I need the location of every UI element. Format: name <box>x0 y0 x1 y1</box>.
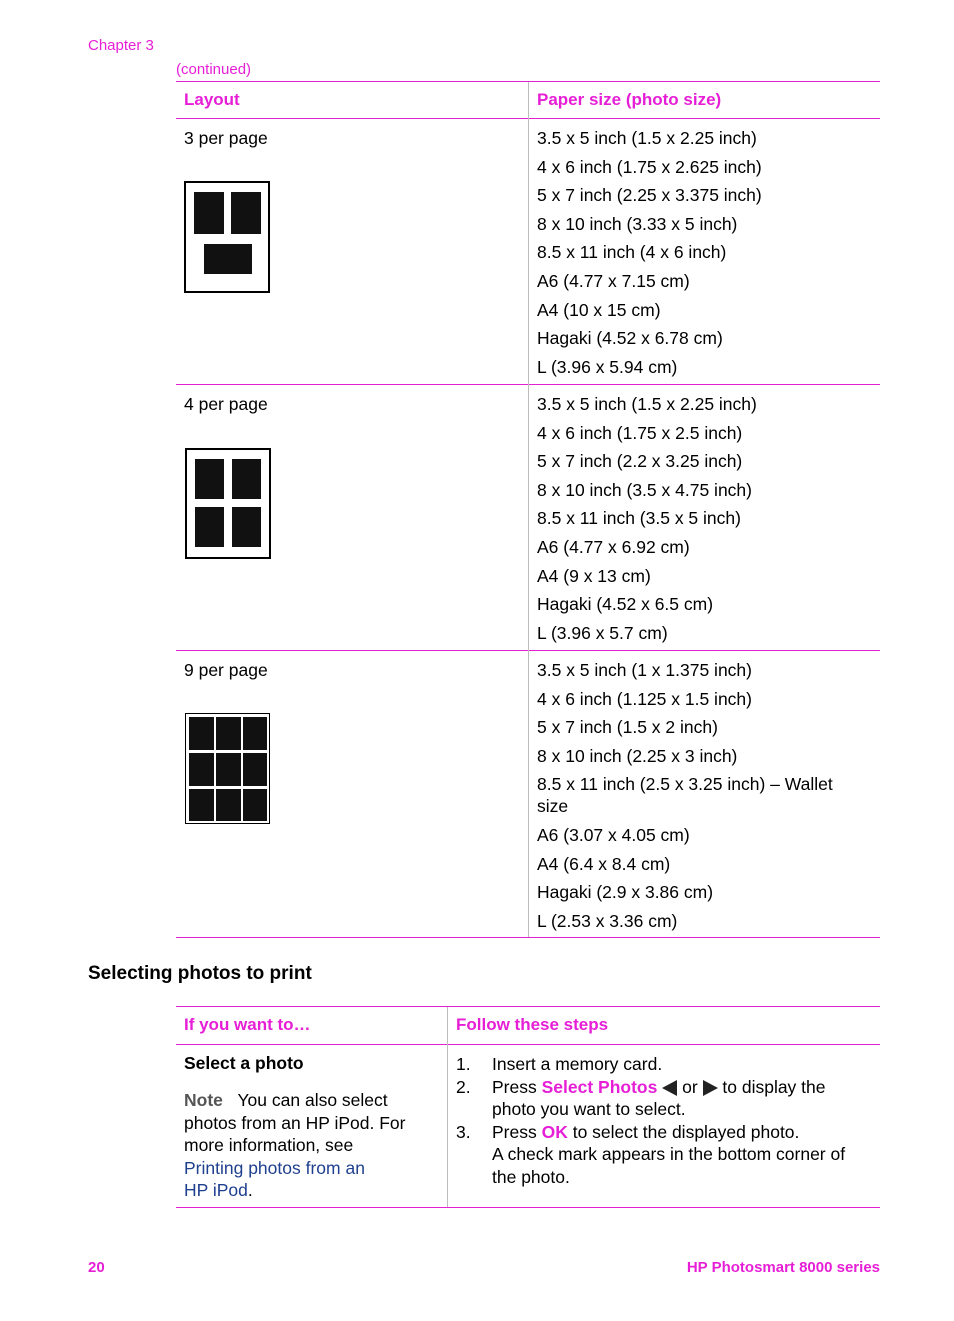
paper-size-item: L (3.96 x 5.7 cm) <box>537 622 668 643</box>
note-period: . <box>247 1180 253 1200</box>
paper-size-item: A6 (3.07 x 4.05 cm) <box>537 824 690 845</box>
col-header-layout: Layout <box>184 90 240 109</box>
steps-table-top-rule <box>176 1006 880 1007</box>
note-text: more information, see <box>184 1135 354 1155</box>
chapter-label: Chapter 3 <box>88 37 154 54</box>
paper-size-item: 5 x 7 inch (1.5 x 2 inch) <box>537 717 718 738</box>
paper-size-list <box>537 128 762 385</box>
ok-button-label: OK <box>541 1121 568 1142</box>
paper-size-item: 8 x 10 inch (3.5 x 4.75 inch) <box>537 479 752 500</box>
paper-size-list <box>537 660 833 939</box>
col-header-paper-size: Paper size (photo size) <box>537 90 722 109</box>
select-photos-button-label: Select Photos <box>541 1076 658 1097</box>
paper-size-item: 3.5 x 5 inch (1 x 1.375 inch) <box>537 660 752 680</box>
step-item <box>456 1053 876 1076</box>
step-text-part: to display the <box>717 1076 826 1097</box>
page-number: 20 <box>88 1259 105 1276</box>
steps-list <box>456 1053 876 1188</box>
paper-size-item: 3.5 x 5 inch (1.5 x 2.25 inch) <box>537 128 757 148</box>
paper-size-item: 3.5 x 5 inch (1.5 x 2.25 inch) <box>537 394 757 414</box>
steps-table-bottom-rule <box>176 1207 880 1208</box>
four-per-page-icon <box>185 448 271 559</box>
col-header-steps: Follow these steps <box>456 1015 609 1034</box>
step-text <box>492 1076 882 1121</box>
column-divider <box>528 82 529 937</box>
paper-size-item: A4 (10 x 15 cm) <box>537 299 661 320</box>
step-text-part: to select the displayed photo. <box>567 1121 800 1142</box>
step-text-part: photo you want to select. <box>492 1099 686 1119</box>
step-text <box>492 1121 882 1189</box>
column-divider <box>447 1007 448 1207</box>
paper-size-item: 4 x 6 inch (1.75 x 2.5 inch) <box>537 422 743 443</box>
paper-size-item: Hagaki (2.9 x 3.86 cm) <box>537 882 714 903</box>
note-text: You can also select <box>237 1090 388 1110</box>
right-arrow-icon <box>703 1080 718 1096</box>
col-header-want: If you want to… <box>184 1015 311 1034</box>
paper-size-item: Hagaki (4.52 x 6.78 cm) <box>537 328 723 349</box>
note-text: photos from an HP iPod. For <box>184 1112 406 1133</box>
paper-size-item: A4 (6.4 x 8.4 cm) <box>537 853 671 874</box>
paper-size-item: L (3.96 x 5.94 cm) <box>537 356 678 377</box>
layout-label: 9 per page <box>184 660 268 680</box>
layout-label: 3 per page <box>184 128 268 148</box>
step-text-part: A check mark appears in the bottom corner of <box>492 1144 846 1164</box>
paper-size-item: 8 x 10 inch (2.25 x 3 inch) <box>537 745 738 766</box>
paper-size-item: Hagaki (4.52 x 6.5 cm) <box>537 594 714 615</box>
ipod-printing-link[interactable]: HP iPod <box>184 1180 248 1200</box>
left-arrow-icon <box>662 1080 677 1096</box>
paper-size-item: A6 (4.77 x 7.15 cm) <box>537 270 690 291</box>
layout-label: 4 per page <box>184 394 268 414</box>
step-item <box>456 1121 876 1189</box>
step-number: 3. <box>456 1121 471 1142</box>
paper-size-item-continuation: size <box>537 796 569 817</box>
paper-size-item: A6 (4.77 x 6.92 cm) <box>537 536 690 557</box>
three-per-page-icon <box>184 181 270 293</box>
step-text-part: or <box>677 1076 703 1097</box>
steps-table-header-rule <box>176 1044 880 1045</box>
paper-size-item: 5 x 7 inch (2.25 x 3.375 inch) <box>537 185 762 206</box>
paper-size-item: 8.5 x 11 inch (3.5 x 5 inch) <box>537 508 741 529</box>
task-title: Select a photo <box>184 1053 304 1073</box>
paper-size-item: 8 x 10 inch (3.33 x 5 inch) <box>537 213 738 234</box>
paper-size-item: 4 x 6 inch (1.75 x 2.625 inch) <box>537 156 762 177</box>
step-text-part: Press <box>492 1121 542 1142</box>
step-number: 2. <box>456 1076 471 1097</box>
step-text-part: the photo. <box>492 1166 570 1187</box>
step-item <box>456 1076 876 1121</box>
paper-size-item: A4 (9 x 13 cm) <box>537 565 651 586</box>
ipod-printing-link[interactable]: Printing photos from an <box>184 1157 365 1178</box>
paper-size-item: 4 x 6 inch (1.125 x 1.5 inch) <box>537 688 752 709</box>
paper-size-item: 8.5 x 11 inch (2.5 x 3.25 inch) – Wallet <box>537 774 833 795</box>
step-text: Insert a memory card. <box>492 1054 663 1074</box>
paper-size-item: L (2.53 x 3.36 cm) <box>537 910 678 931</box>
note-block <box>184 1089 444 1202</box>
note-label: Note <box>184 1090 223 1110</box>
paper-size-item: 8.5 x 11 inch (4 x 6 inch) <box>537 242 727 263</box>
section-title: Selecting photos to print <box>88 963 312 984</box>
paper-size-list <box>537 394 757 651</box>
continued-label: (continued) <box>176 61 252 78</box>
paper-size-item: 5 x 7 inch (2.2 x 3.25 inch) <box>537 451 743 472</box>
nine-per-page-icon <box>185 713 270 824</box>
step-number: 1. <box>456 1054 471 1074</box>
step-text-part: Press <box>492 1076 542 1097</box>
product-name: HP Photosmart 8000 series <box>686 1259 880 1276</box>
